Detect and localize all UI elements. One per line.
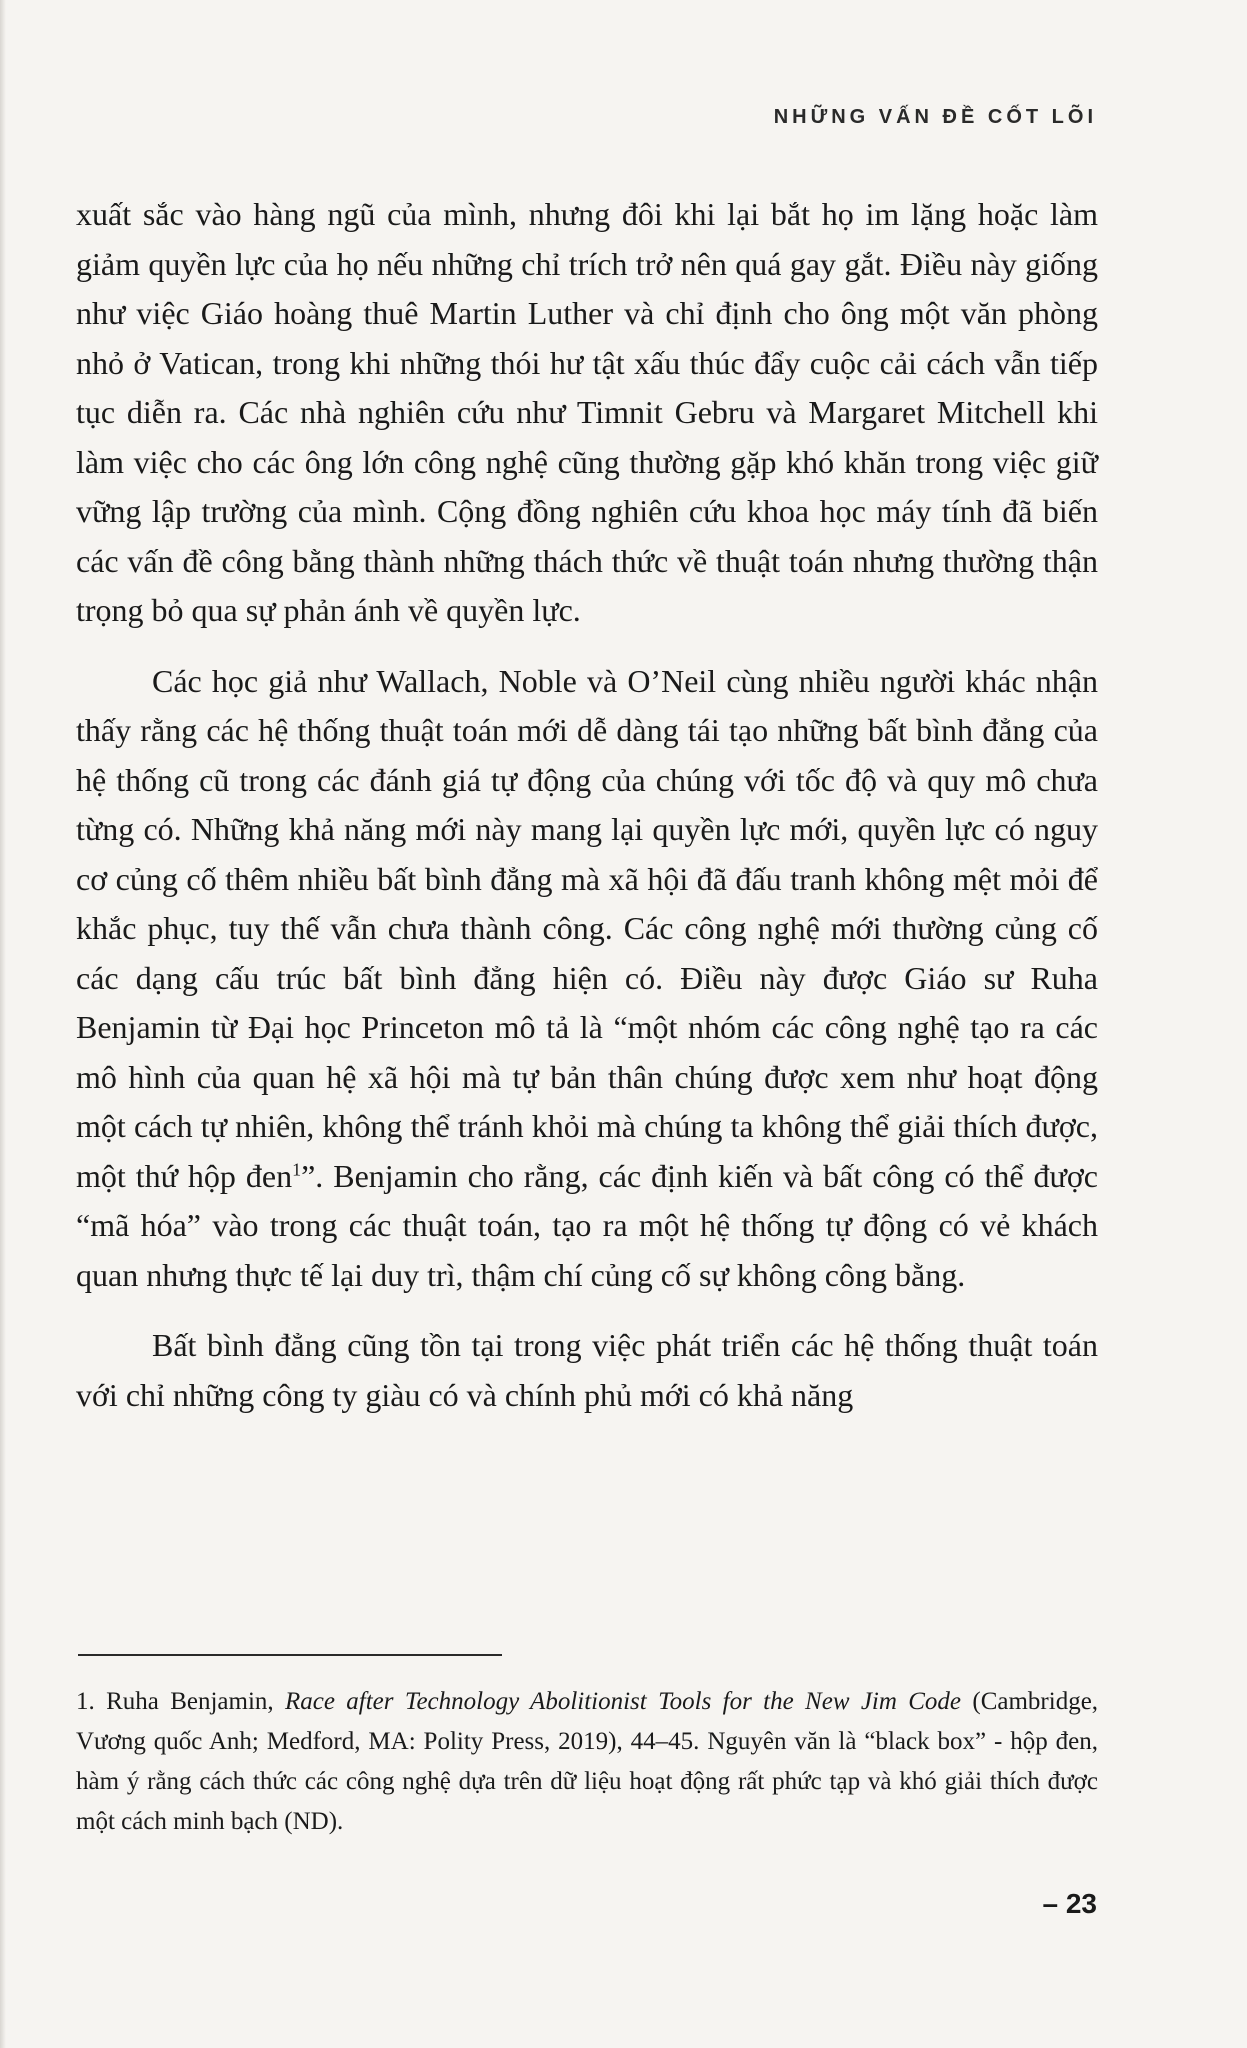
- footnote-publication: (Cambridge, Vương quốc Anh; Medford, MA: Polity Press, 2019), 44–45.: [76, 1688, 1099, 1755]
- footnote: [76, 1682, 1098, 1842]
- footnote-book-title: Race after Technology Abolitionist Tools for the New Jim Code: [285, 1688, 962, 1715]
- page-edge: [0, 0, 6, 2048]
- footnote-divider: [78, 1654, 502, 1656]
- paragraph-2: [76, 657, 1098, 1301]
- body-text: [76, 190, 1098, 1441]
- footnote-note: Nguyên văn là “black box” - hộp đen, hàm ý rằng cách thức các công nghệ dựa trên dữ liệu hoạt động rất phức tạp và khó giải thích được một cách minh bạch (ND).: [76, 1728, 1099, 1835]
- paragraph-3: Bất bình đẳng cũng tồn tại trong việc phát triển các hệ thống thuật toán với chỉ những công ty giàu có và chính phủ mới có khả năng: [76, 1327, 1098, 1413]
- running-head: NHỮNG VẤN ĐỀ CỐT LÕI: [773, 106, 1097, 128]
- footnote-author: Ruha Benjamin,: [106, 1688, 274, 1715]
- footnote-number: 1.: [76, 1688, 95, 1715]
- footnote-reference[interactable]: 1: [292, 1158, 302, 1179]
- paragraph-2-part-2: ”. Benjamin cho rằng, các định kiến và bất công có thể được “mã hóa” vào trong các thuật toán, tạo ra một hệ thống tự động có vẻ khách quan nhưng thực tế lại duy trì, thậm chí củng cố sự không công bằng.: [76, 1157, 1099, 1293]
- footnote-citation: [76, 1682, 1098, 1842]
- page-number: – 23: [1042, 1888, 1097, 1919]
- paragraph-1: xuất sắc vào hàng ngũ của mình, nhưng đôi khi lại bắt họ im lặng hoặc làm giảm quyền lực của họ nếu những chỉ trích trở nên quá gay gắt. Điều này giống như việc Giáo hoàng thuê Martin Luther và chỉ định cho ông một văn phòng nhỏ ở Vatican, trong khi những thói hư tật xấu thúc đẩy cuộc cải cách vẫn tiếp tục diễn ra. Các nhà nghiên cứu như Timnit Gebru và Margaret Mitchell khi làm việc cho các ông lớn công nghệ cũng thường gặp khó khăn trong việc giữ vững lập trường của mình. Cộng đồng nghiên cứu khoa học máy tính đã biến các vấn đề công bằng thành những thách thức về thuật toán nhưng thường thận trọng bỏ qua sự phản ánh về quyền lực.: [76, 196, 1098, 628]
- paragraph-2-part-1: Các học giả như Wallach, Noble và O’Neil cùng nhiều người khác nhận thấy rằng các hệ thống thuật toán mới dễ dàng tái tạo những bất bình đẳng của hệ thống cũ trong các đánh giá tự động của chúng với tốc độ và quy mô chưa từng có. Những khả năng mới này mang lại quyền lực mới, quyền lực có nguy cơ củng cố thêm nhiều bất bình đẳng mà xã hội đã đấu tranh không mệt mỏi để khắc phục, tuy thế vẫn chưa thành công. Các công nghệ mới thường củng cố các dạng cấu trúc bất bình đẳng hiện có. Điều này được Giáo sư Ruha Benjamin từ Đại học Princeton mô tả là “một nhóm các công nghệ tạo ra các mô hình của quan hệ xã hội mà tự bản thân chúng được xem như hoạt động một cách tự nhiên, không thể tránh khỏi mà chúng ta không thể giải thích được, một thứ hộp đen: [76, 662, 1098, 1194]
